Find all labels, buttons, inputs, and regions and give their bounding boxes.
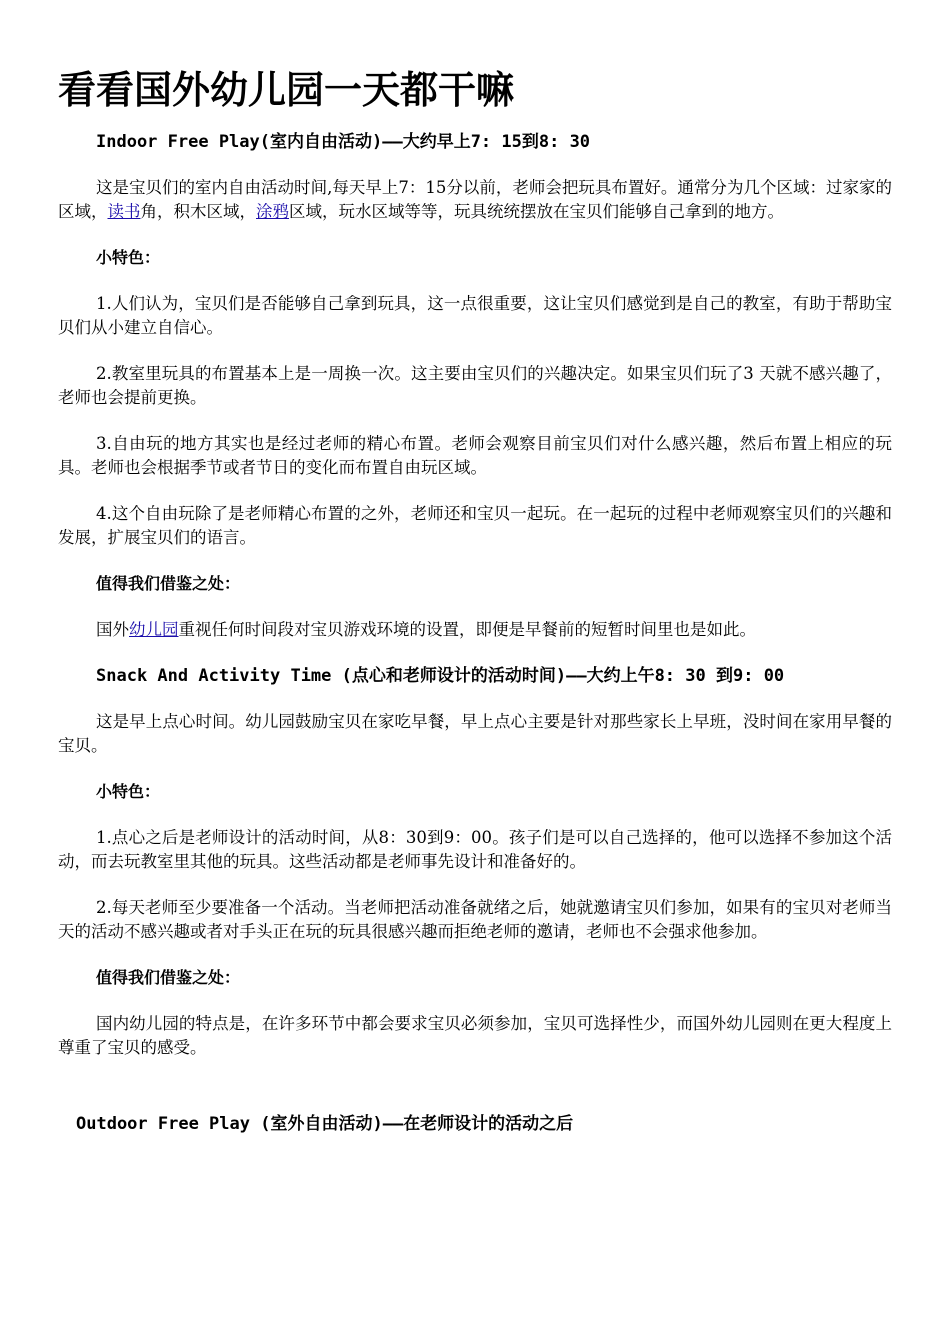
feature-item: 1.人们认为，宝贝们是否能够自己拿到玩具，这一点很重要，这让宝贝们感觉到是自己的教室，有助于帮助宝贝们从小建立自信心。 xyxy=(58,294,892,337)
feature-item: 4.这个自由玩除了是老师精心布置的之外，老师还和宝贝一起玩。在一起玩的过程中老师观察宝贝们的兴趣和发展，扩展宝贝们的语言。 xyxy=(58,504,892,547)
feature-item: 2.教室里玩具的布置基本上是一周换一次。这主要由宝贝们的兴趣决定。如果宝贝们玩了3 天就不感兴趣了，老师也会提前更换。 xyxy=(58,364,892,407)
feature-item: 2.每天老师至少要准备一个活动。当老师把活动准备就绪之后，她就邀请宝贝们参加，如果有的宝贝对老师当天的活动不感兴趣或者对手头正在玩的玩具很感兴趣而拒绝老师的邀请，老师也不会强求他参加。 xyxy=(58,898,892,941)
section-heading-indoor: Indoor Free Play(室内自由活动)——大约早上7: 15到8: 30 xyxy=(96,132,591,152)
text: 国外 xyxy=(96,620,129,639)
section-heading-outdoor: Outdoor Free Play (室外自由活动)——在老师设计的活动之后 xyxy=(76,1114,574,1134)
text: 角，积木区域， xyxy=(140,202,256,221)
text: 区域，玩水区域等等，玩具统统摆放在宝贝们能够自己拿到的地方。 xyxy=(289,202,784,221)
paragraph-lesson: 国内幼儿园的特点是，在许多环节中都会要求宝贝必须参加，宝贝可选择性少，而国外幼儿园则在更大程度上尊重了宝贝的感受。 xyxy=(58,1014,892,1057)
link-kindergarten[interactable]: 幼儿园 xyxy=(129,620,179,639)
feature-item: 3.自由玩的地方其实也是经过老师的精心布置。老师会观察目前宝贝们对什么感兴趣，然后布置上相应的玩具。老师也会根据季节或者节日的变化而布置自由玩区域。 xyxy=(58,434,892,477)
lesson-label: 值得我们借鉴之处： xyxy=(96,968,241,987)
paragraph-snack-intro: 这是早上点心时间。幼儿园鼓励宝贝在家吃早餐，早上点心主要是针对那些家长上早班，没时间在家用早餐的宝贝。 xyxy=(58,712,892,755)
text: 重视任何时间段对宝贝游戏环境的设置，即便是早餐前的短暂时间里也是如此。 xyxy=(178,620,756,639)
feature-item: 1.点心之后是老师设计的活动时间，从8：30到9：00。孩子们是可以自己选择的，他可以选择不参加这个活动，而去玩教室里其他的玩具。这些活动都是老师事先设计和准备好的。 xyxy=(58,828,892,871)
link-doodle[interactable]: 涂鸦 xyxy=(256,202,289,221)
features-label: 小特色： xyxy=(96,248,161,267)
paragraph-indoor-intro xyxy=(58,176,892,224)
section-heading-snack: Snack And Activity Time (点心和老师设计的活动时间)——大约上午8: 30 到9: 00 xyxy=(96,666,785,686)
link-reading[interactable]: 读书 xyxy=(107,202,141,221)
page-title: 看看国外幼儿园一天都干嘛 xyxy=(58,68,515,112)
document-page xyxy=(58,62,892,1158)
paragraph-lesson xyxy=(58,618,892,642)
features-label: 小特色： xyxy=(96,782,161,801)
text: 这是宝贝们的室内自由活动时间,每天早上7：15分以前，老师会把玩具布置好。通常分为几个区域：过家家的区域， xyxy=(58,178,892,221)
lesson-label: 值得我们借鉴之处： xyxy=(96,574,241,593)
